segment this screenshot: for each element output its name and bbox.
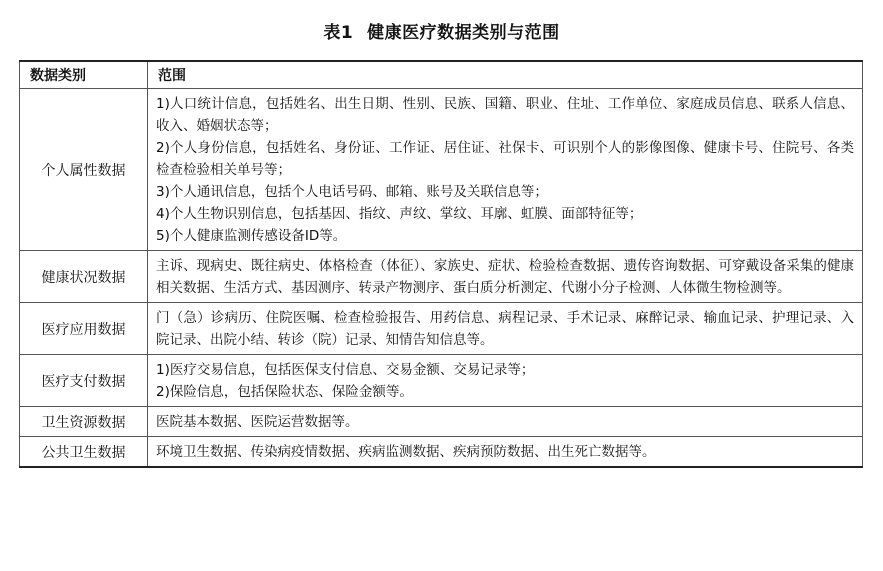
category-cell: 医疗应用数据 bbox=[20, 303, 148, 355]
category-cell: 医疗支付数据 bbox=[20, 355, 148, 407]
range-line: 环境卫生数据、传染病疫情数据、疾病监测数据、疾病预防数据、出生死亡数据等。 bbox=[156, 444, 656, 460]
range-line: 2)个人身份信息，包括姓名、身份证、工作证、居住证、社保卡、可识别个人的影像图像、健康卡号、住院号、各类检查检验相关单号等； bbox=[156, 140, 854, 178]
header-range: 范围 bbox=[148, 61, 863, 89]
table-caption bbox=[0, 18, 883, 43]
range-cell bbox=[148, 303, 863, 355]
range-line: 主诉、现病史、既往病史、体格检查（体征）、家族史、症状、检验检查数据、遗传咨询数据、可穿戴设备采集的健康相关数据、生活方式、基因测序、转录产物测序、蛋白质分析测定、代谢小分子检测、人体微生物检测等。 bbox=[156, 258, 854, 296]
category-cell: 公共卫生数据 bbox=[20, 437, 148, 468]
range-line: 门（急）诊病历、住院医嘱、检查检验报告、用药信息、病程记录、手术记录、麻醉记录、输血记录、护理记录、入院记录、出院小结、转诊（院）记录、知情告知信息等。 bbox=[156, 310, 854, 348]
range-cell bbox=[148, 355, 863, 407]
table-row bbox=[20, 251, 863, 303]
table-row bbox=[20, 355, 863, 407]
category-cell: 个人属性数据 bbox=[20, 89, 148, 251]
range-line: 1)人口统计信息，包括姓名、出生日期、性别、民族、国籍、职业、住址、工作单位、家庭成员信息、联系人信息、收入、婚姻状态等； bbox=[156, 96, 854, 134]
table-row bbox=[20, 437, 863, 468]
range-line: 4)个人生物识别信息，包括基因、指纹、声纹、掌纹、耳廓、虹膜、面部特征等； bbox=[156, 206, 643, 222]
table-title: 健康医疗数据类别与范围 bbox=[367, 23, 560, 43]
category-cell: 卫生资源数据 bbox=[20, 407, 148, 437]
range-line: 3)个人通讯信息，包括个人电话号码、邮箱、账号及关联信息等； bbox=[156, 184, 548, 200]
range-cell bbox=[148, 251, 863, 303]
range-line: 2)保险信息，包括保险状态、保险金额等。 bbox=[156, 384, 413, 400]
range-cell bbox=[148, 89, 863, 251]
range-cell bbox=[148, 437, 863, 468]
table-number: 表1 bbox=[323, 23, 354, 43]
header-row bbox=[20, 61, 863, 89]
range-line: 医院基本数据、医院运营数据等。 bbox=[156, 414, 359, 430]
range-line: 5)个人健康监测传感设备ID等。 bbox=[156, 228, 347, 244]
range-cell bbox=[148, 407, 863, 437]
data-category-table bbox=[19, 60, 863, 468]
range-line: 1)医疗交易信息，包括医保支付信息、交易金额、交易记录等； bbox=[156, 362, 535, 378]
table-row bbox=[20, 407, 863, 437]
table-row bbox=[20, 303, 863, 355]
table-row bbox=[20, 89, 863, 251]
category-cell: 健康状况数据 bbox=[20, 251, 148, 303]
header-category: 数据类别 bbox=[20, 61, 148, 89]
